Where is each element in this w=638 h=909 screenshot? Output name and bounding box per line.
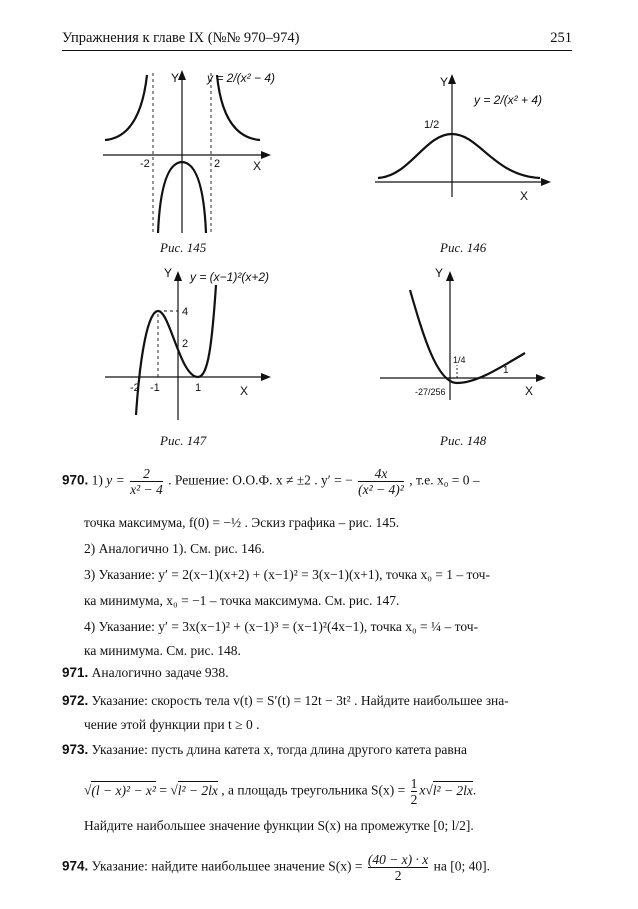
axis-y-label: Y: [164, 266, 173, 280]
axis-x-label: X: [525, 384, 534, 398]
problem-number: 974.: [62, 858, 89, 874]
y-arrow-icon: [446, 271, 454, 281]
page-header: [62, 30, 572, 51]
fraction-numerator: (40 − x) · x: [367, 852, 429, 867]
x-arrow-icon: [261, 151, 271, 159]
fraction-numerator: 2: [143, 466, 150, 481]
fraction-numerator: 4x: [374, 466, 388, 481]
caption-147: Рис. 147: [160, 433, 207, 448]
root-expression-3: l² − 2lx: [432, 782, 473, 798]
x-arrow-icon: [536, 374, 546, 382]
min-value-label: -27/256: [415, 387, 446, 397]
problem-972-line1: [62, 692, 509, 710]
fraction-denominator: 2: [410, 792, 418, 807]
formula-147: y = (x−1)²(x+2): [190, 270, 270, 284]
curve-left-branch: [105, 75, 147, 140]
problem-970-line5: ка минимума, x₀ = −1 – точка максимума. См. рис. 147.: [84, 593, 400, 608]
tick-y: 4: [182, 306, 189, 318]
problem-971: [62, 664, 229, 682]
fraction-denominator: x² − 4: [130, 482, 163, 497]
solution-text: . Решение: О.О.Ф. x ≠ ±2 . y′ = −: [168, 472, 353, 488]
tick-x: -2: [130, 382, 140, 394]
tick-x: -1: [150, 382, 160, 394]
problem-970-line6: 4) Указание: y′ = 3x(x−1)² + (x−1)³ = (x−1)²(4x−1), точка x₀ = ¼ – точ-: [84, 619, 479, 634]
problem-number: 972.: [62, 693, 89, 708]
sqrt-sign: √: [84, 782, 92, 798]
axis-y-label: Y: [440, 75, 449, 89]
figure-148: [375, 265, 565, 430]
problem-973-line3: Найдите наибольшее значение функции S(x) на промежутке [0; l/2].: [84, 818, 474, 833]
problem-973-line1: [62, 741, 467, 759]
formula-145: y = 2/(x² − 4): [207, 71, 276, 85]
fraction-f1: [130, 466, 163, 497]
chapter-title: Упражнения к главе IX (№№ 970–974): [62, 30, 300, 46]
tick-one: 1: [503, 365, 509, 376]
problem-973-line2: [84, 776, 476, 807]
formula-146: y = 2/(x² + 4): [474, 93, 543, 107]
axis-y-label: Y: [171, 71, 180, 85]
end-dot: .: [472, 782, 477, 798]
fraction-denominator: (x² − 4)²: [358, 482, 404, 497]
y-equals: y =: [106, 472, 125, 488]
axis-y-label: Y: [435, 266, 444, 280]
figure-146: [370, 62, 560, 232]
problem-970-line7: ка минимума. См. рис. 148.: [84, 643, 241, 658]
fraction-derivative: [358, 466, 404, 497]
problem-text: Аналогично задаче 938.: [91, 665, 229, 680]
y-arrow-icon: [178, 70, 186, 80]
cubic-curve: [136, 285, 216, 415]
problem-974: [62, 852, 490, 883]
page-number: 251: [550, 30, 572, 46]
root-expression-1: (l − x)² − x²: [91, 782, 156, 798]
figure-147: [100, 265, 300, 430]
tick-left: -2: [140, 158, 150, 170]
equals-sign: =: [159, 782, 167, 798]
caption-145: Рис. 145: [160, 240, 207, 255]
point-label: 1/2: [424, 119, 440, 131]
problem-970-line2: точка максимума, f(0) = −½ . Эскиз графика – рис. 145.: [84, 515, 400, 530]
x-arrow-icon: [261, 373, 271, 381]
sqrt-sign: √: [425, 782, 433, 798]
problem-text: Указание: скорость тела v(t) = S′(t) = 12t − 3t² . Найдите наибольшее зна-: [91, 693, 509, 708]
y-arrow-icon: [174, 271, 182, 281]
sqrt-sign: √: [170, 782, 178, 798]
part-label: 1): [91, 472, 103, 488]
ie-text: , т.е. x₀ = 0 –: [409, 472, 480, 488]
problem-970-line4: 3) Указание: y′ = 2(x−1)(x+2) + (x−1)² = 3(x−1)(x+1), точка x₀ = 1 – точ-: [84, 567, 490, 582]
fraction-numerator: 1: [410, 776, 418, 791]
problem-text: Указание: пусть длина катета x, тогда длина другого катета равна: [91, 742, 468, 757]
area-text: , а площадь треугольника S(x) =: [221, 782, 406, 798]
problem-number: 970.: [62, 472, 89, 488]
problem-number: 971.: [62, 665, 89, 680]
axis-x-label: X: [253, 159, 262, 173]
root-expression-2: l² − 2lx: [177, 782, 218, 798]
bell-curve: [378, 134, 540, 178]
problem-970-line1: [62, 466, 480, 497]
axis-x-label: X: [240, 384, 249, 398]
problem-number: 973.: [62, 742, 89, 757]
axis-x-label: X: [520, 189, 529, 203]
tick-quarter: 1/4: [453, 355, 466, 365]
tick-right: 2: [214, 158, 221, 170]
interval-text: на [0; 40].: [433, 858, 491, 874]
tick-x: 1: [195, 382, 202, 394]
fraction-area: [368, 852, 428, 883]
figure-145: [95, 55, 295, 235]
x-arrow-icon: [541, 178, 551, 186]
caption-148: Рис. 148: [440, 433, 487, 448]
problem-text: Указание: найдите наибольшее значение S(x) =: [91, 858, 363, 874]
x-variable: x: [419, 782, 426, 798]
fraction-denominator: 2: [368, 867, 428, 883]
fraction-half: [411, 776, 418, 807]
problem-970-line3: 2) Аналогично 1). См. рис. 146.: [84, 541, 265, 556]
caption-146: Рис. 146: [440, 240, 487, 255]
y-arrow-icon: [448, 74, 456, 84]
tick-y: 2: [182, 338, 189, 350]
problem-972-line2: чение этой функции при t ≥ 0 .: [84, 717, 260, 732]
